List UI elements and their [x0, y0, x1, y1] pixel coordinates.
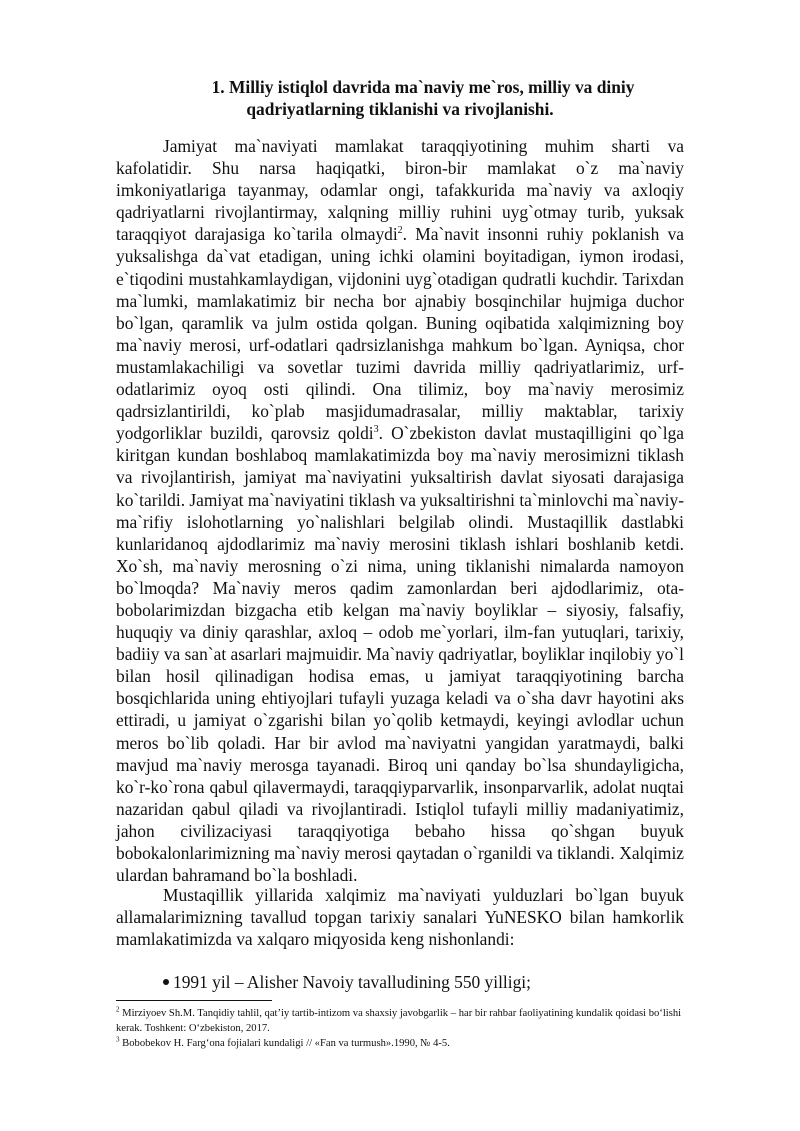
bullet-icon [163, 979, 169, 985]
footnote-text: Mirziyoev Sh.M. Tanqidiy tahlil, qat’iy tartib-intizom va shaxsiy javobgarlik – har bir rahbar faoliyatining kundalik qoidasi bo‘lishi kerak. Toshkent: O‘zbekiston, 2017. [116, 1008, 682, 1034]
paragraph-1-text-a: Jamiyat ma`naviyati mamlakat taraqqiyotining muhim sharti va kafolatidir. Shu narsa haqiqatki, biron-bir mamlakat o`z ma`naviy imkoniyatlariga tayanmay, odamlar ongi, tafakkurida ma`naviy va axloqiy qadriyatlarni rivojlantirmay, xalqning milliy ruhini uyg`otmay turib, yuksak taraqqiyot darajasiga ko`tarila olmaydi [116, 136, 684, 245]
footnote-number: 2 [116, 1005, 120, 1014]
footnotes [116, 1006, 696, 1051]
list-item-text: 1991 yil – Alisher Navoiy tavalludining 550 yilligi; [173, 972, 531, 992]
footnote-separator [116, 1000, 272, 1001]
footnote-ref-2[interactable]: 2 [397, 225, 403, 237]
paragraph-1-text-b: . Ma`navit insonni ruhiy poklanish va yuksalishga da`vat etadigan, uning ichki olamini boyitadigan, iymon irodasi, e`tiqodini mustahkamlaydigan, vijdonini uyg`otadigan qudratli kuchdir. Tarixdan ma`lumki, mamlakatimiz bir necha bor ajnabiy bosqinchilar hujmiga duchor bo`lgan, qaramlik va julm ostida qolgan. Buning oqibatida xalqimizning boy ma`naviy merosi, urf-odatlari qadrsizlanishga mahkum bo`lgan. Ayniqsa, chor mustamlakachiligi va sovetlar tuzimi davrida milliy qadriyatlarimiz, urf-odatlarimiz oyoq osti qilindi. Ona tilimiz, boy ma`naviy merosimiz qadrsizlantirildi, ko`plab masjidumadrasalar, milliy maktablar, tarixiy yodgorliklar buzildi, qarovsiz qoldi [116, 224, 685, 444]
section-heading-line-1: 1. Milliy istiqlol davrida ma`naviy me`ros, milliy va diniy [211, 77, 635, 97]
body-paragraph-1 [116, 135, 684, 886]
paragraph-1-text-c: . O`zbekiston davlat mustaqilligini qo`lga kiritgan kundan boshlaboq mamlakatimizda boy ma`naviy merosimizni tiklash va rivojlantirish, jamiyat ma`naviyatini yuksaltirish davlat siyosati darajasiga ko`tarildi. Jamiyat ma`naviyatini tiklash va yuksaltirishni ta`minlovchi ma`naviy-ma`rifiy islohotlarning yo`nalishlari belgilab olindi. Mustaqillik dastlabki kunlaridanoq ajdodlarimiz ma`naviy merosini tiklash ishlari boshlanib ketdi. Xo`sh, ma`naviy merosning o`zi nima, uning tiklanishi nimalarda namoyon bo`lmoqda? Ma`naviy meros qadim zamonlardan beri ajdodlarimiz, ota-bobolarimizdan bizgacha etib kelgan ma`naviy boyliklar – siyosiy, falsafiy, huquqiy va diniy qarashlar, axloq – odob me`yorlari, ilm-fan yutuqlari, tarixiy, badiiy va san`at asarlari majmuidir. Ma`naviy qadriyatlar, boyliklar inqilobiy yo`l bilan hosil qilinadigan hodisa emas, u jamiyat taraqqiyotining barcha bosqichlarida uning ehtiyojlari tufayli yuzaga keladi va o`sha davr hayotini aks ettiradi, u jamiyat o`zgarishi bilan yo`qolib ketmaydi, keyingi avlodlar uchun meros bo`lib qoladi. Har bir avlod ma`naviyatni yangidan yaratmaydi, balki mavjud ma`naviy merosga tayanadi. Biroq uni qanday bo`lsa shundayligicha, ko`r-ko`rona qabul qilavermaydi, taraqqiyparvarlik, insonparvarlik, adolat nuqtai nazaridan qabul qiladi va rivojlantiradi. Istiqlol tufayli milliy madaniyatimiz, jahon civilizaciyasi taraqqiyotiga bebaho hissa qo`shgan buyuk bobokalonlarimizning ma`naviy merosi qaytadan o`rganildi va tiklandi. Xalqimiz ulardan bahramand bo`la boshladi. [116, 423, 684, 886]
body-paragraph-2: Mustaqillik yillarida xalqimiz ma`naviyati yulduzlari bo`lgan buyuk allamalarimizning tavallud topgan tarixiy sanalari YuNESKO bilan hamkorlik mamlakatimizda va xalqaro miqyosida keng nishonlandi: [116, 885, 684, 950]
footnote-2 [116, 1006, 696, 1036]
footnote-3 [116, 1036, 696, 1051]
footnote-number: 3 [116, 1035, 120, 1044]
section-heading-line-2: qadriyatlarning tiklanishi va rivojlanishi. [246, 99, 554, 119]
footnote-text: Bobobekov H. Farg‘ona fojialari kundaligi // «Fan va turmush».1990, № 4-5. [122, 1038, 450, 1049]
footnote-ref-3[interactable]: 3 [373, 424, 379, 436]
list-item [163, 971, 531, 993]
section-heading [116, 76, 684, 120]
